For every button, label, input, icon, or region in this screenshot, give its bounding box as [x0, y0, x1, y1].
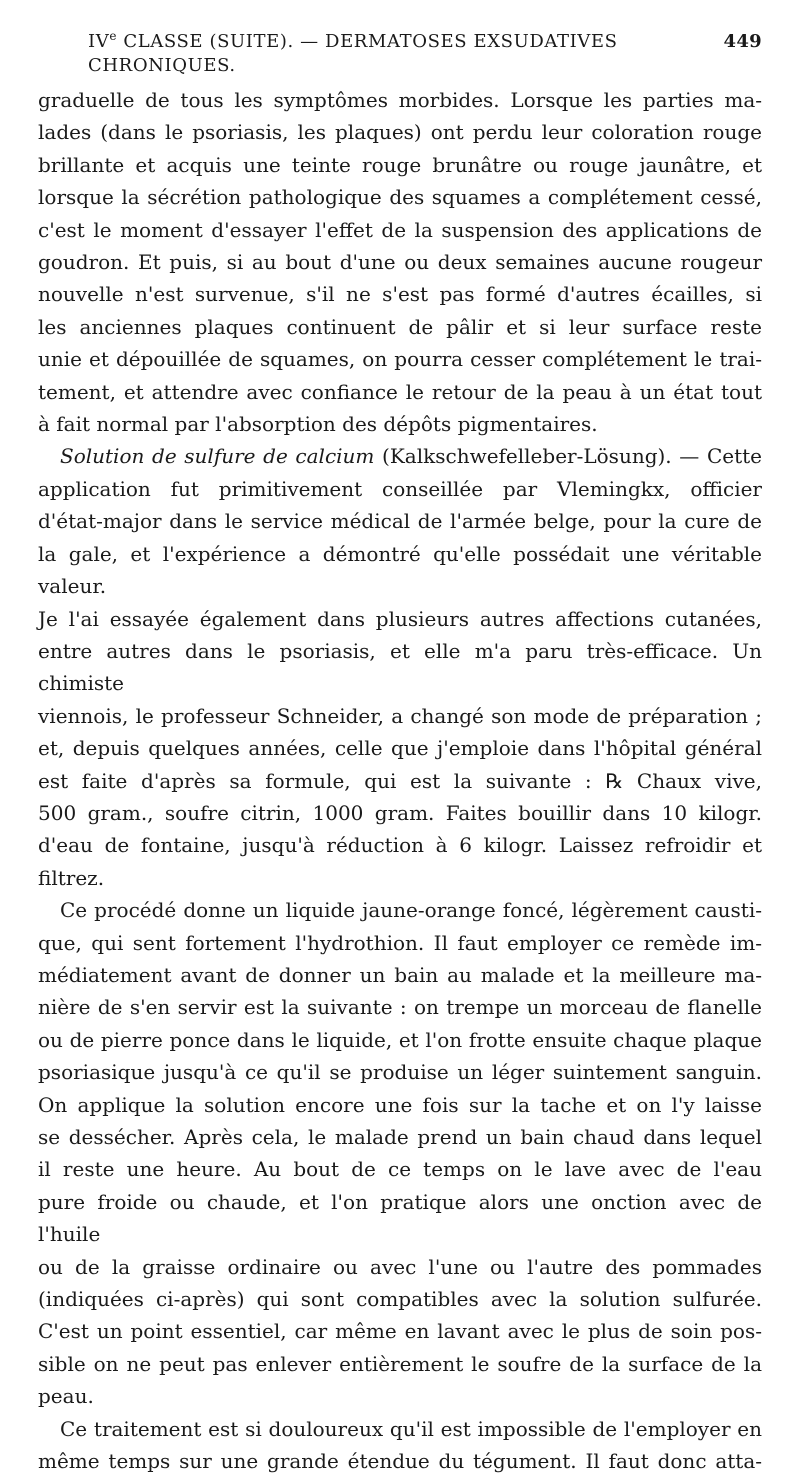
paragraph-3: [38, 894, 762, 1413]
running-head-title: [88, 30, 724, 78]
text-line: il reste une heure. Au bout de ce temps on le lave avec de l'eau: [38, 1157, 762, 1182]
text-line: à fait normal par l'absorption des dépôts pigmentaires.: [38, 412, 598, 437]
section-heading-italic: Solution de sulfure de calcium: [60, 444, 375, 469]
text-line: application fut primitivement conseillée par Vlemingkx, officier: [38, 476, 762, 501]
body-text: [38, 84, 762, 1477]
text-line: les anciennes plaques continuent de pâlir et si leur surface reste: [38, 314, 762, 339]
text-line: 500 gram., soufre citrin, 1000 gram. Faites bouillir dans 10 kilogr.: [38, 800, 762, 825]
text-line: unie et dépouillée de squames, on pourra cesser complétement le trai-: [38, 347, 762, 372]
text-line: filtrez.: [38, 865, 105, 890]
text-line: psoriasique jusqu'à ce qu'il se produise un léger suintement sanguin.: [38, 1060, 762, 1085]
text-line: se dessécher. Après cela, le malade prend un bain chaud dans lequel: [38, 1125, 762, 1149]
text-line: Je l'ai essayée également dans plusieurs autres affections cutanées,: [38, 606, 762, 631]
paragraph-1: [38, 84, 762, 440]
text-line: lorsque la sécrétion pathologique des squames a complétement cessé,: [38, 185, 762, 210]
paragraph-4: [38, 1413, 762, 1477]
text-line: ou de la graisse ordinaire ou avec l'une ou l'autre des pommades: [38, 1254, 762, 1279]
paragraph-2: [38, 440, 762, 894]
text-line: que, qui sent fortement l'hydrothion. Il faut employer ce remède im-: [38, 930, 762, 955]
page-number: 449: [723, 31, 762, 52]
text-line: peau.: [38, 1384, 94, 1409]
text-line: d'état-major dans le service médical de l'armée belge, pour la cure de: [38, 509, 762, 534]
text-line: tement, et attendre avec confiance le retour de la peau à un état tout: [38, 379, 762, 404]
running-head: [88, 30, 762, 78]
text-line: ou de pierre ponce dans le liquide, et l'on frotte ensuite chaque plaque: [38, 1027, 762, 1052]
text-line: d'eau de fontaine, jusqu'à réduction à 6 kilogr. Laissez refroidir et: [38, 833, 762, 858]
text-line: C'est un point essentiel, car même en lavant avec le plus de soin pos-: [38, 1319, 762, 1344]
text-line: (indiquées ci-après) qui sont compatibles avec la solution sulfurée.: [38, 1287, 762, 1312]
text-line: graduelle de tous les symptômes morbides. Lorsque les parties ma-: [38, 88, 762, 112]
text-line: Ce procédé donne un liquide jaune-orange foncé, légèrement causti-: [60, 898, 762, 923]
text-line: On applique la solution encore une fois sur la tache et on l'y laisse: [38, 1092, 762, 1117]
text-line: brillante et acquis une teinte rouge brunâtre ou rouge jaunâtre, et: [38, 152, 762, 177]
text-line: est faite d'après sa formule, qui est la suivante : ℞ Chaux vive,: [38, 768, 762, 793]
text-line: même temps sur une grande étendue du tégument. Il faut donc atta-: [38, 1449, 762, 1474]
text-line: pure froide ou chaude, et l'on pratique alors une onction avec de l'huile: [38, 1189, 762, 1247]
text-span: (Kalkschwefelleber-Lösung). — Cette: [374, 444, 762, 469]
text-line: Ce traitement est si douloureux qu'il est impossible de l'employer en: [60, 1416, 762, 1441]
text-line: viennois, le professeur Schneider, a changé son mode de préparation ;: [38, 703, 762, 728]
text-line: la gale, et l'expérience a démontré qu'elle possédait une véritable valeur.: [38, 541, 762, 599]
class-numeral: IV: [88, 31, 110, 52]
text-line: entre autres dans le psoriasis, et elle m'a paru très-efficace. Un chimiste: [38, 638, 762, 696]
chapter-title: CLASSE (SUITE). — DERMATOSES EXSUDATIVES CHRONIQUES.: [88, 31, 618, 76]
class-numeral-suffix: e: [109, 29, 118, 43]
text-line: [38, 440, 762, 472]
text-line: médiatement avant de donner un bain au malade et la meilleure ma-: [38, 962, 762, 987]
text-line: goudron. Et puis, si au bout d'une ou deux semaines aucune rougeur: [38, 250, 762, 275]
text-line: lades (dans le psoriasis, les plaques) ont perdu leur coloration rouge: [38, 120, 762, 145]
text-line: nière de s'en servir est la suivante : on trempe un morceau de flanelle: [38, 995, 762, 1020]
text-line: sible on ne peut pas enlever entièrement le soufre de la surface de la: [38, 1351, 762, 1376]
text-line: et, depuis quelques années, celle que j'emploie dans l'hôpital général: [38, 736, 762, 761]
text-line: c'est le moment d'essayer l'effet de la suspension des applications de: [38, 217, 762, 242]
text-line: nouvelle n'est survenue, s'il ne s'est pas formé d'autres écailles, si: [38, 282, 762, 307]
